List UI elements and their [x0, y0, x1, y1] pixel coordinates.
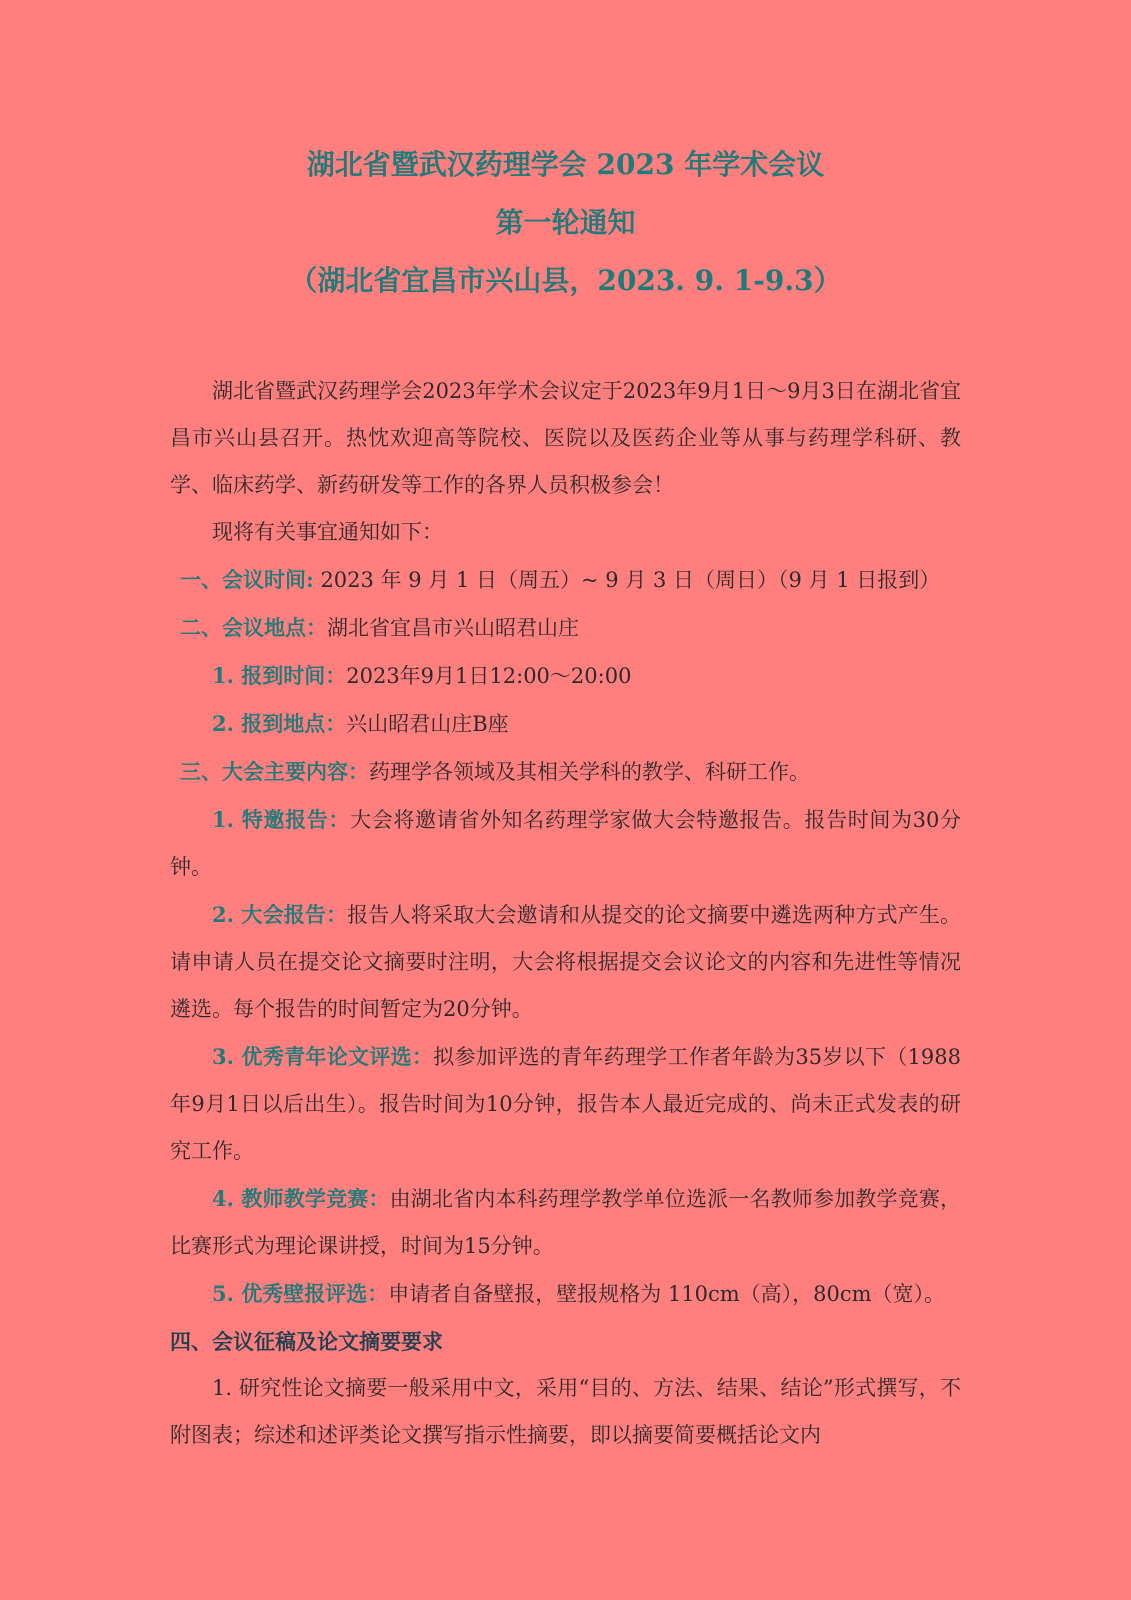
section-label: 三、大会主要内容： [180, 759, 369, 784]
section-label: 一、会议时间: [180, 567, 314, 592]
item-label: 4. 教师教学竞赛： [212, 1186, 390, 1211]
item-label: 3. 优秀青年论文评选： [212, 1044, 434, 1069]
section-text: 2023 年 9 月 1 日（周五）~ 9 月 3 日（周日）（9 月 1 日报到） [313, 568, 941, 592]
item-label: 1. 特邀报告： [212, 807, 351, 832]
section-main-content [170, 748, 961, 796]
item-invited-report [170, 796, 961, 891]
item-teaching-contest [170, 1175, 961, 1270]
item-text: 兴山昭君山庄B座 [346, 712, 509, 736]
item-label: 1. 报到时间： [212, 663, 347, 688]
item-young-paper [170, 1033, 961, 1175]
item-label: 2. 大会报告： [212, 902, 348, 927]
item-text: 大会将邀请省外知名药理学家做大会特邀报告。报告时间为30分钟。 [170, 808, 961, 879]
item-plenary-report [170, 891, 961, 1033]
section-abstract-heading: 四、会议征稿及论文摘要要求 [170, 1329, 443, 1354]
section-meeting-venue [170, 604, 961, 652]
intro-paragraph: 湖北省暨武汉药理学会2023年学术会议定于2023年9月1日～9月3日在湖北省宜昌市兴山县召开。热忱欢迎高等院校、医院以及医药企业等从事与药理学科研、教学、临床药学、新药研发等工作的各界人员积极参会！ [170, 379, 961, 497]
title-line-1: 湖北省暨武汉药理学会 2023 年学术会议 [306, 148, 825, 181]
section-meeting-time [170, 556, 961, 604]
item-text: 由湖北省内本科药理学教学单位选派一名教师参加教学竞赛，比赛形式为理论课讲授，时间为15分钟。 [170, 1187, 962, 1258]
section-text: 湖北省宜昌市兴山昭君山庄 [327, 616, 579, 640]
document-body [170, 368, 961, 1459]
item-label: 2. 报到地点： [212, 711, 347, 736]
intro-notice-line: 现将有关事宜通知如下： [212, 520, 443, 544]
item-label: 5. 优秀壁报评选： [212, 1281, 389, 1306]
abstract-requirement-paragraph: 1. 研究性论文摘要一般采用中文，采用“目的、方法、结果、结论”形式撰写，不附图表；综述和述评类论文撰写指示性摘要，即以摘要简要概括论文内 [170, 1376, 961, 1447]
registration-time [170, 652, 961, 700]
item-text: 2023年9月1日12:00～20:00 [346, 664, 632, 688]
item-text: 报告人将采取大会邀请和从提交的论文摘要中遴选两种方式产生。请申请人员在提交论文摘要时注明，大会将根据提交会议论文的内容和先进性等情况遴选。每个报告的时间暂定为20分钟。 [170, 903, 962, 1021]
title-line-2: 第一轮通知 [495, 206, 636, 239]
section-text: 药理学各领域及其相关学科的教学、科研工作。 [369, 760, 810, 784]
section-label: 二、会议地点： [180, 615, 327, 640]
item-text: 申请者自备壁报，壁报规格为 110cm（高），80cm（宽）。 [388, 1282, 946, 1306]
title-line-3: （湖北省宜昌市兴山县，2023. 9. 1-9.3） [289, 264, 842, 297]
document-header [170, 136, 961, 310]
item-poster [170, 1270, 961, 1318]
item-text: 拟参加评选的青年药理学工作者年龄为35岁以下（1988年9月1日以后出生）。报告时间为10分钟，报告本人最近完成的、尚未正式发表的研究工作。 [170, 1045, 961, 1163]
registration-place [170, 700, 961, 748]
